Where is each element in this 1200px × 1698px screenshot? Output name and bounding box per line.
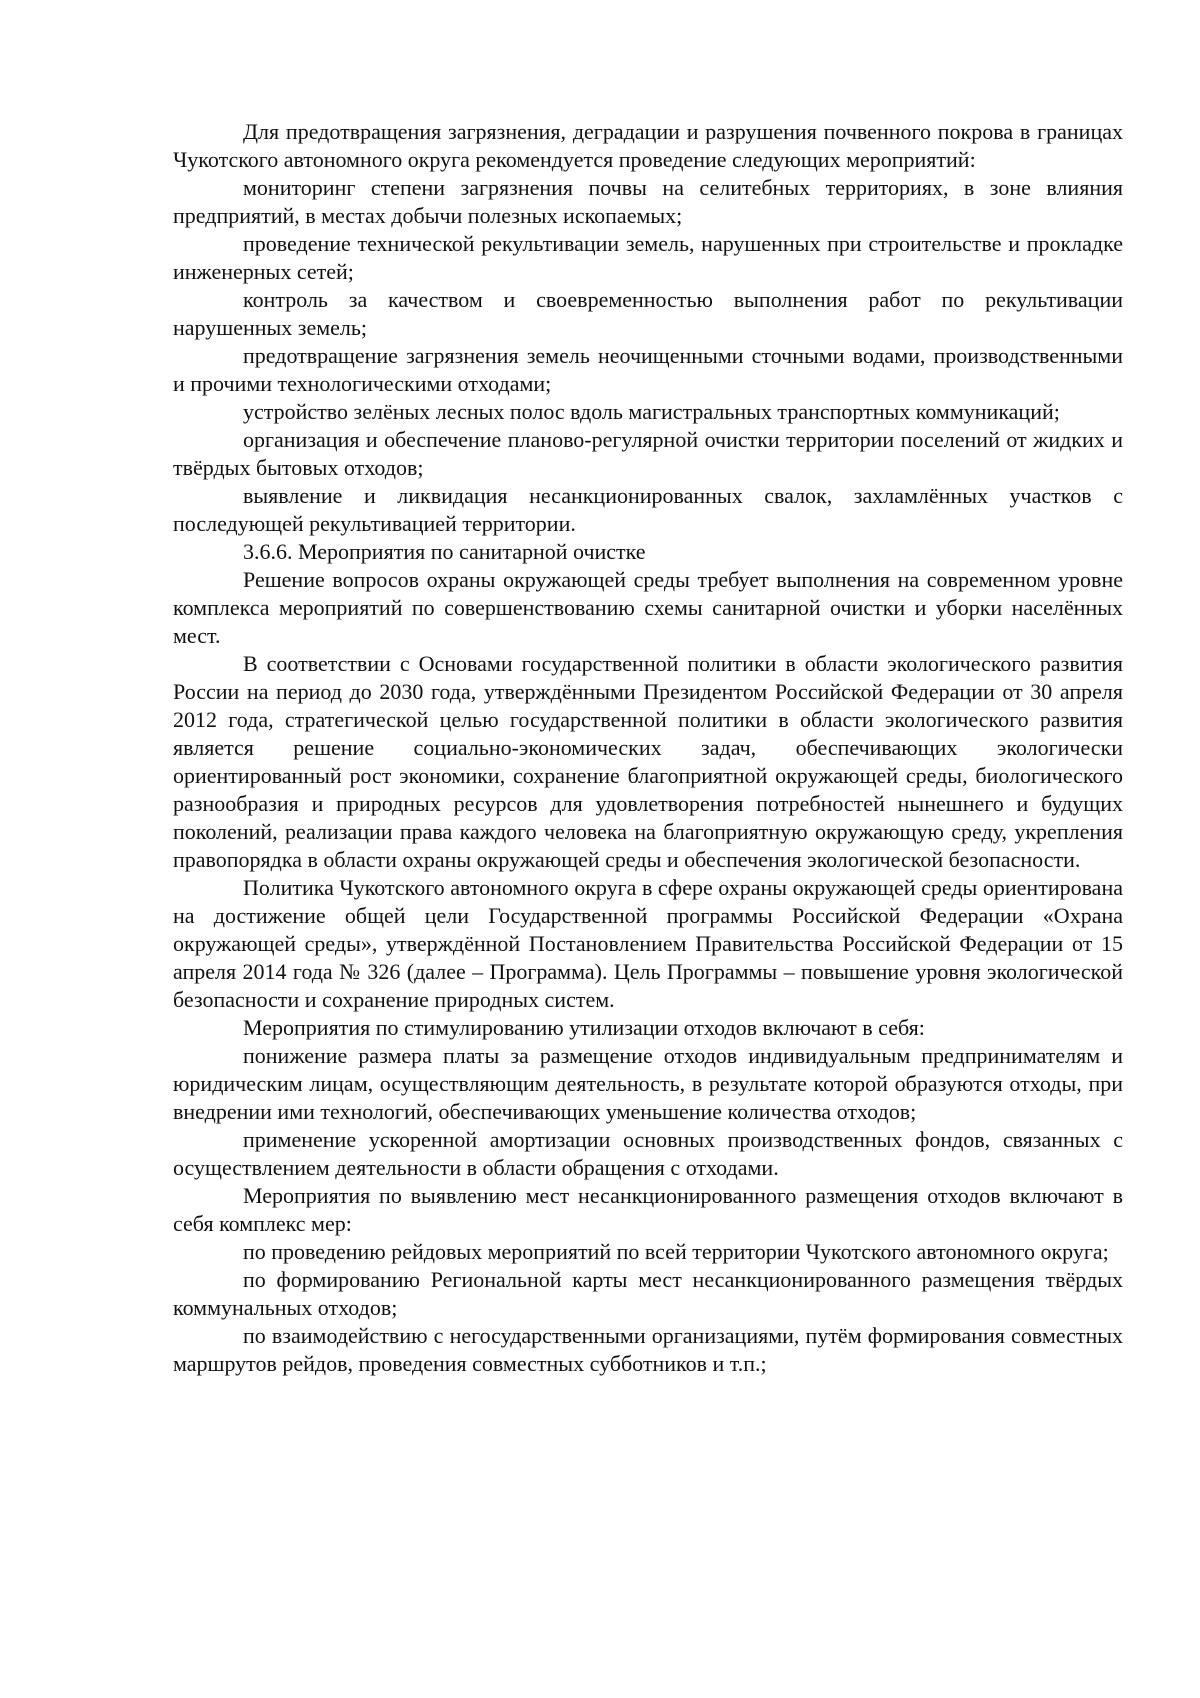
paragraph-regional-map: по формированию Региональной карты мест несанкционированного размещения твёрдых коммунальных отходов;	[173, 1267, 1123, 1320]
paragraph-control: контроль за качеством и своевременностью выполнения работ по рекультивации нарушенных земель;	[173, 287, 1123, 340]
paragraph-recultivation: проведение технической рекультивации земель, нарушенных при строительстве и прокладке инженерных сетей;	[173, 231, 1123, 284]
paragraph-policy-basis: В соответствии с Основами государственной политики в области экологического развития России на период до 2030 года, утверждёнными Президентом Российской Федерации от 30 апреля 2012 года, стратегической целью государственной политики в области экологического развития является решение социально-экономических задач, обеспечивающих экологически ориентированный рост экономики, сохранение благоприятной окружающей среды, биологического разнообразия и природных ресурсов для удовлетворения потребностей нынешнего и будущих поколений, реализации права каждого человека на благоприятную окружающую среду, укрепления правопорядка в области охраны окружающей среды и обеспечения экологической безопасности.	[173, 651, 1123, 872]
paragraph-detection: Мероприятия по выявлению мест несанкционированного размещения отходов включают в себя комплекс мер:	[173, 1183, 1123, 1236]
paragraph-regional-policy: Политика Чукотского автономного округа в сфере охраны окружающей среды ориентирована на достижение общей цели Государственной программы Российской Федерации «Охрана окружающей среды», утверждённой Постановлением Правительства Российской Федерации от 15 апреля 2014 года № 326 (далее – Программа). Цель Программы – повышение уровня экологической безопасности и сохранение природных систем.	[173, 875, 1123, 1012]
paragraph-depreciation: применение ускоренной амортизации основных производственных фондов, связанных с осуществлением деятельности в области обращения с отходами.	[173, 1127, 1123, 1180]
paragraph-monitoring: мониторинг степени загрязнения почвы на селитебных территориях, в зоне влияния предприятий, в местах добычи полезных ископаемых;	[173, 175, 1123, 228]
paragraph-stimulation: Мероприятия по стимулированию утилизации отходов включают в себя:	[243, 1015, 925, 1040]
paragraph-fee-reduction: понижение размера платы за размещение отходов индивидуальным предпринимателям и юридическим лицам, осуществляющим деятельность, в результате которой образуются отходы, при внедрении ими технологий, обеспечивающих уменьшение количества отходов;	[173, 1043, 1123, 1124]
paragraph-cooperation: по взаимодействию с негосударственными организациями, путём формирования совместных маршрутов рейдов, проведения совместных субботников и т.п.;	[173, 1323, 1123, 1376]
paragraph-cleaning: организация и обеспечение планово-регулярной очистки территории поселений от жидких и твёрдых бытовых отходов;	[173, 427, 1123, 480]
section-heading: 3.6.6. Мероприятия по санитарной очистке	[243, 539, 646, 564]
paragraph-green-belts: устройство зелёных лесных полос вдоль магистральных транспортных коммуникаций;	[243, 399, 1060, 424]
paragraph-intro: Для предотвращения загрязнения, деградации и разрушения почвенного покрова в границах Чукотского автономного округа рекомендуется проведение следующих мероприятий:	[173, 119, 1123, 172]
paragraph-raids: по проведению рейдовых мероприятий по всей территории Чукотского автономного округа;	[243, 1239, 1109, 1264]
paragraph-environment: Решение вопросов охраны окружающей среды требует выполнения на современном уровне комплекса мероприятий по совершенствованию схемы санитарной очистки и уборки населённых мест.	[173, 567, 1123, 648]
paragraph-prevention: предотвращение загрязнения земель неочищенными сточными водами, производственными и прочими технологическими отходами;	[173, 343, 1123, 396]
document-page	[173, 118, 1123, 1378]
paragraph-dumps: выявление и ликвидация несанкционированных свалок, захламлённых участков с последующей рекультивацией территории.	[173, 483, 1123, 536]
